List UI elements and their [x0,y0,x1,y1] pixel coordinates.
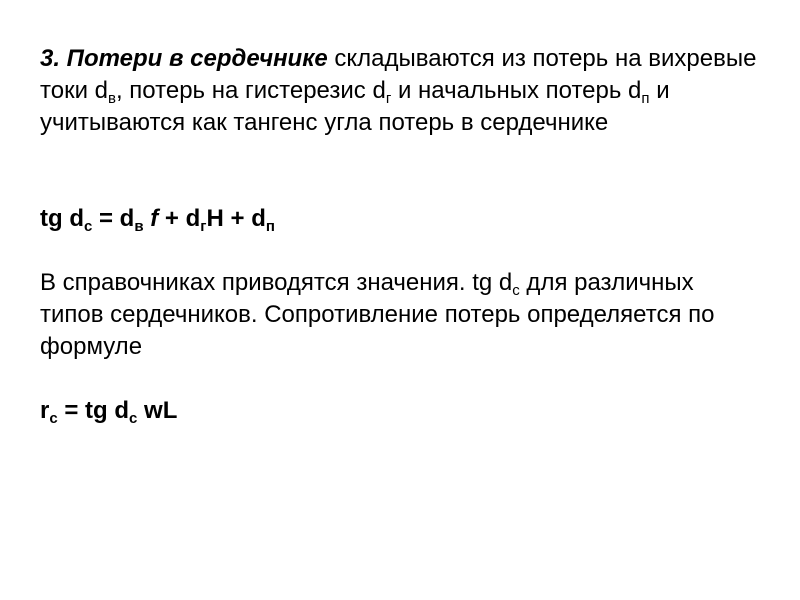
text-segment: , потерь на гистерезис d [115,77,386,104]
formula-segment: + d [158,205,201,232]
formula-segment: r [40,397,50,424]
formula-segment: H + d [206,205,266,232]
text-segment: и начальных потерь d [391,77,642,104]
formula-loss-tangent [40,203,760,235]
formula-segment: = tg d [57,397,130,424]
subscript: с [49,410,58,427]
text-segment: В справочниках приводятся значения. tg d [40,269,513,296]
subscript: с [129,410,138,427]
subscript: в [108,90,116,107]
formula-segment: = d [92,205,135,232]
formula-variable: f [150,205,159,232]
paragraph-core-losses [40,43,760,139]
formula-segment: wL [137,397,178,424]
subscript: с [512,282,520,299]
subscript: с [83,218,93,235]
formula-segment: tg d [40,205,84,232]
subscript: п [265,218,275,235]
text-segment: складываются из потерь на вихревые токи d [40,45,757,104]
text-segment: и учитываются как тангенс угла потерь в сердечнике [40,77,670,136]
section-heading: 3. Потери в сердечнике [40,45,328,72]
text-segment: для различных типов сердечников. Сопротивление потерь определяется по формуле [40,269,715,360]
subscript: г [200,218,207,235]
subscript: п [641,90,650,107]
formula-loss-resistance [40,395,760,427]
paragraph-reference-values [40,267,760,363]
subscript: в [134,218,144,235]
subscript: г [385,90,392,107]
